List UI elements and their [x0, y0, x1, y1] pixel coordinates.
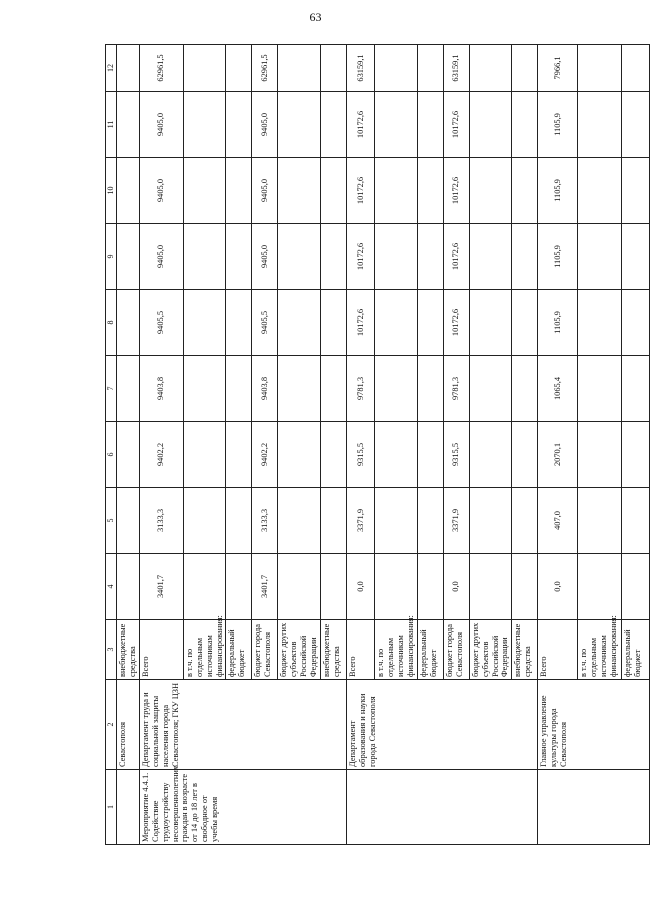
col-header: 8 [106, 290, 117, 356]
value-cell [578, 224, 622, 290]
value-cell [278, 45, 321, 92]
value-cell: 3401,7 [139, 554, 183, 620]
value-cell [512, 356, 538, 422]
value-cell [578, 356, 622, 422]
col-header: 12 [106, 45, 117, 92]
value-cell: 9405,0 [139, 92, 183, 158]
source-label-cell: в т.ч. по отдельным источникам финансирования: [183, 620, 226, 680]
value-cell [226, 224, 252, 290]
value-cell: 3133,3 [252, 488, 278, 554]
value-cell: 3371,9 [347, 488, 375, 554]
value-cell [512, 422, 538, 488]
value-cell [578, 488, 622, 554]
source-label-cell: внебюджетные средства [321, 620, 347, 680]
value-cell [417, 45, 443, 92]
value-cell [622, 158, 650, 224]
value-cell [226, 92, 252, 158]
value-cell: 9405,0 [252, 224, 278, 290]
value-cell [512, 488, 538, 554]
value-cell [375, 554, 418, 620]
value-cell [469, 290, 512, 356]
executor-cell: Департамент образования и науки города Севастополя [347, 680, 538, 770]
value-cell [183, 422, 226, 488]
financing-table [105, 44, 650, 845]
value-cell: 9315,5 [347, 422, 375, 488]
value-cell: 9405,5 [252, 290, 278, 356]
value-cell [321, 422, 347, 488]
measure-cell [347, 770, 538, 845]
value-cell [578, 290, 622, 356]
header-row [106, 45, 117, 845]
executor-cell: Департамент труда и социальной защиты населения города Севастополя; ГКУ ЦЗН [139, 680, 346, 770]
value-cell: 9403,8 [139, 356, 183, 422]
col-header: 6 [106, 422, 117, 488]
source-label-cell: бюджет других субъектов Российской Федерации [469, 620, 512, 680]
value-cell [183, 45, 226, 92]
value-cell [278, 356, 321, 422]
source-label-cell: внебюджетные средства [512, 620, 538, 680]
value-cell [469, 45, 512, 92]
col-header: 3 [106, 620, 117, 680]
value-cell: 9405,0 [252, 92, 278, 158]
table-row [347, 45, 375, 845]
value-cell [278, 422, 321, 488]
source-label-cell: в т.ч. по отдельным источникам финансирования: [578, 620, 622, 680]
value-cell: 9405,0 [252, 158, 278, 224]
value-cell [375, 422, 418, 488]
value-cell: 1105,9 [538, 92, 578, 158]
value-cell [278, 290, 321, 356]
value-cell [417, 422, 443, 488]
col-header: 7 [106, 356, 117, 422]
source-label-cell: федеральный бюджет [622, 620, 650, 680]
value-cell: 407,0 [538, 488, 578, 554]
page-number: 63 [309, 10, 322, 24]
value-cell [226, 422, 252, 488]
value-cell [226, 158, 252, 224]
value-cell: 3401,7 [252, 554, 278, 620]
value-cell [512, 224, 538, 290]
measure-cell [538, 770, 650, 845]
value-cell [183, 356, 226, 422]
value-cell: 10172,6 [347, 92, 375, 158]
value-cell: 0,0 [538, 554, 578, 620]
value-cell [183, 158, 226, 224]
value-cell [417, 224, 443, 290]
measure-cell: Мероприятие 4.4.1. Содействие трудоустройству несовершеннолетних граждан в возрасте от 14 до 18 лет в свободное от учебы время [139, 770, 346, 845]
value-cell [183, 224, 226, 290]
value-cell: 10172,6 [443, 224, 469, 290]
value-cell [469, 92, 512, 158]
value-cell: 63159,1 [443, 45, 469, 92]
value-cell [226, 356, 252, 422]
value-cell [622, 488, 650, 554]
value-cell: 7966,1 [538, 45, 578, 92]
value-cell [417, 488, 443, 554]
value-cell [578, 158, 622, 224]
value-cell: 9405,5 [139, 290, 183, 356]
value-cell: 10172,6 [443, 158, 469, 224]
table-cell [117, 770, 140, 845]
value-cell [183, 488, 226, 554]
value-cell [622, 224, 650, 290]
value-cell [226, 554, 252, 620]
value-cell: 3371,9 [443, 488, 469, 554]
value-cell [321, 356, 347, 422]
value-cell [183, 290, 226, 356]
rotated-table-container [105, 45, 645, 845]
value-cell [622, 45, 650, 92]
value-cell [375, 158, 418, 224]
value-cell [512, 45, 538, 92]
value-cell [469, 224, 512, 290]
value-cell: 10172,6 [347, 158, 375, 224]
value-cell: 0,0 [347, 554, 375, 620]
value-cell: 9781,3 [347, 356, 375, 422]
value-cell [417, 290, 443, 356]
value-cell [321, 290, 347, 356]
value-cell [321, 92, 347, 158]
value-cell [512, 92, 538, 158]
value-cell: 1105,9 [538, 290, 578, 356]
source-label-cell: бюджет города Севастополя [252, 620, 278, 680]
value-cell: 0,0 [443, 554, 469, 620]
col-header: 2 [106, 680, 117, 770]
value-cell [622, 356, 650, 422]
value-cell: 10172,6 [347, 224, 375, 290]
source-label-cell: бюджет города Севастополя [443, 620, 469, 680]
value-cell [622, 290, 650, 356]
value-cell [622, 422, 650, 488]
value-cell [278, 554, 321, 620]
value-cell [469, 554, 512, 620]
table-cell: внебюджетные средства [117, 620, 140, 680]
value-cell [417, 92, 443, 158]
col-header: 1 [106, 770, 117, 845]
value-cell: 62961,5 [252, 45, 278, 92]
value-cell [375, 290, 418, 356]
value-cell: 1105,9 [538, 224, 578, 290]
source-label-cell: федеральный бюджет [226, 620, 252, 680]
value-cell [469, 422, 512, 488]
value-cell: 10172,6 [347, 290, 375, 356]
value-cell [321, 45, 347, 92]
value-cell [417, 158, 443, 224]
value-cell [578, 554, 622, 620]
value-cell: 10172,6 [443, 290, 469, 356]
value-cell: 62961,5 [139, 45, 183, 92]
value-cell [321, 224, 347, 290]
value-cell [469, 488, 512, 554]
value-cell [375, 488, 418, 554]
value-cell [278, 488, 321, 554]
table-row [139, 45, 183, 845]
source-label-cell: Всего [538, 620, 578, 680]
value-cell: 9402,2 [252, 422, 278, 488]
value-cell [183, 554, 226, 620]
value-cell: 9405,0 [139, 158, 183, 224]
value-cell: 9781,3 [443, 356, 469, 422]
col-header: 10 [106, 158, 117, 224]
value-cell [512, 554, 538, 620]
value-cell [321, 158, 347, 224]
source-label-cell: Всего [347, 620, 375, 680]
value-cell [512, 290, 538, 356]
value-cell [278, 92, 321, 158]
source-label-cell: федеральный бюджет [417, 620, 443, 680]
col-header: 9 [106, 224, 117, 290]
value-cell [183, 92, 226, 158]
value-cell [512, 158, 538, 224]
value-cell [578, 45, 622, 92]
value-cell: 9402,2 [139, 422, 183, 488]
value-cell: 3133,3 [139, 488, 183, 554]
value-cell: 2070,1 [538, 422, 578, 488]
value-cell [321, 554, 347, 620]
value-cell [417, 356, 443, 422]
value-cell [278, 158, 321, 224]
col-header: 11 [106, 92, 117, 158]
source-label-cell: бюджет других субъектов Российской Федерации [278, 620, 321, 680]
value-cell: 63159,1 [347, 45, 375, 92]
value-cell: 9403,8 [252, 356, 278, 422]
value-cell [226, 488, 252, 554]
value-cell: 10172,6 [443, 92, 469, 158]
table-cell: Севастополя [117, 680, 140, 770]
value-cell [469, 158, 512, 224]
value-cell [226, 290, 252, 356]
value-cell: 9405,0 [139, 224, 183, 290]
value-cell: 1065,4 [538, 356, 578, 422]
value-cell [622, 554, 650, 620]
value-cell [622, 92, 650, 158]
value-cell [578, 92, 622, 158]
value-cell [469, 356, 512, 422]
value-cell [375, 224, 418, 290]
source-label-cell: в т.ч. по отдельным источникам финансирования: [375, 620, 418, 680]
source-label-cell: Всего [139, 620, 183, 680]
value-cell [417, 554, 443, 620]
executor-cell: Главное управление культуры города Севастополя [538, 680, 650, 770]
table-row [538, 45, 578, 845]
col-header: 5 [106, 488, 117, 554]
value-cell [375, 92, 418, 158]
value-cell [375, 356, 418, 422]
value-cell [375, 45, 418, 92]
value-cell [578, 422, 622, 488]
value-cell [321, 488, 347, 554]
value-cell [278, 224, 321, 290]
value-cell [226, 45, 252, 92]
table-row [117, 45, 140, 845]
value-cell: 9315,5 [443, 422, 469, 488]
col-header: 4 [106, 554, 117, 620]
value-cell: 1105,9 [538, 158, 578, 224]
